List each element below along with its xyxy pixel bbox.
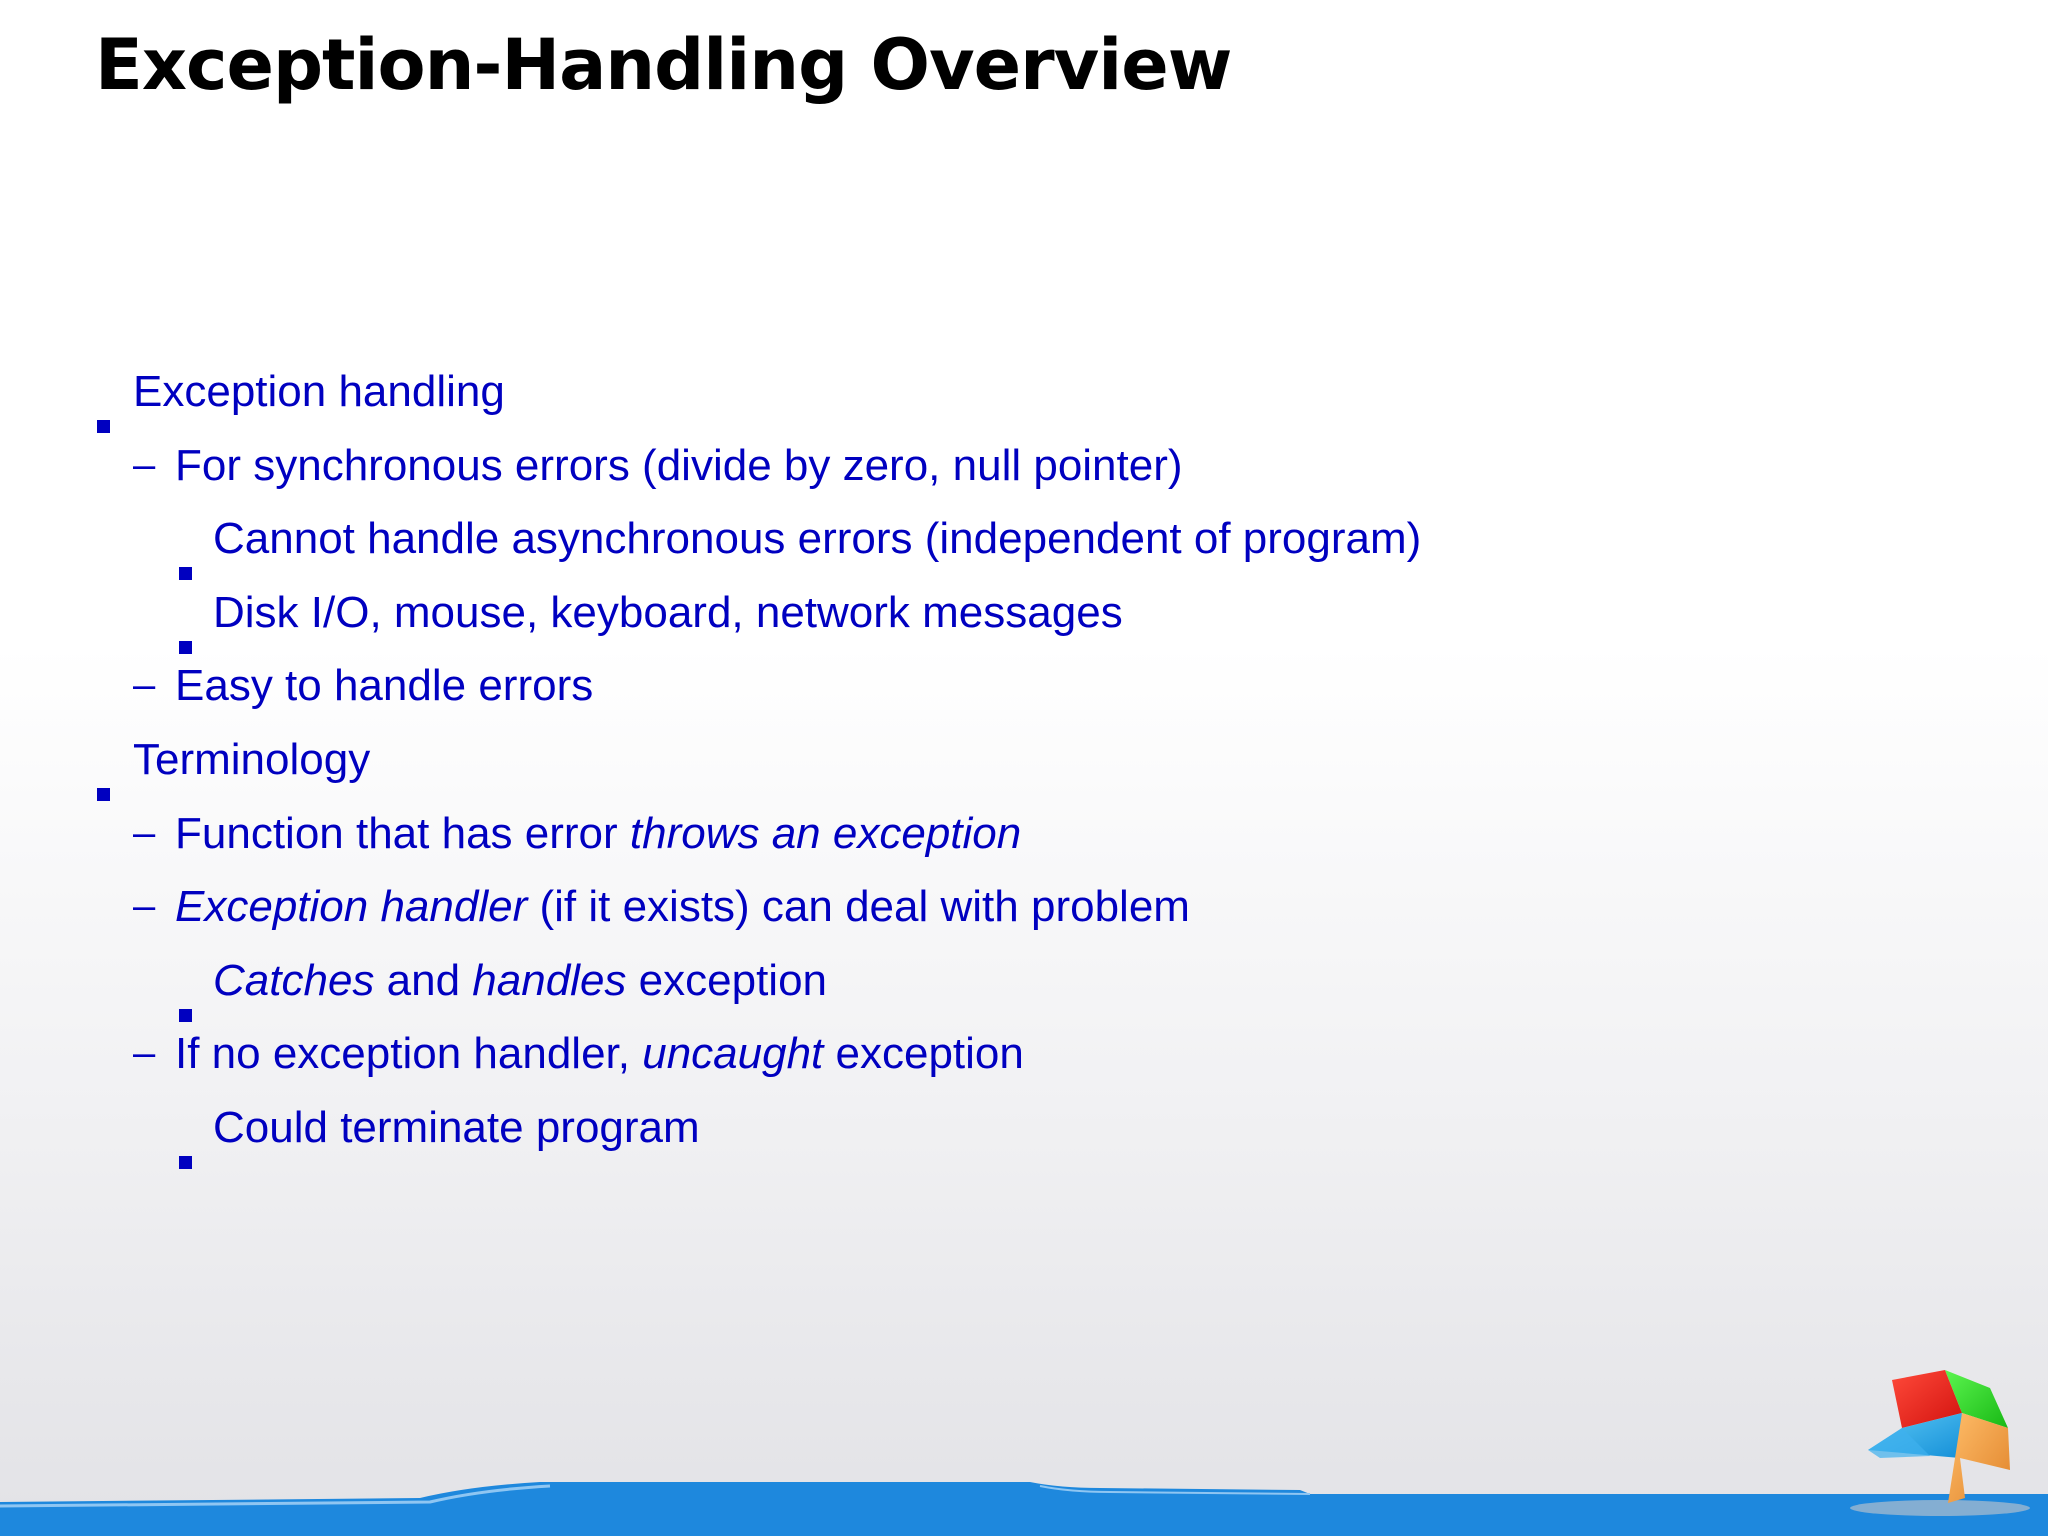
footer-wave-icon [0,1476,2048,1536]
bullet-text: exception [626,955,828,1005]
bullet-text: Could terminate program [213,1102,700,1152]
bullet-text: and [374,955,473,1005]
bullet-text: Cannot handle asynchronous errors (independent of program) [213,514,1422,564]
bullet-text: exception [823,1029,1024,1079]
bullet-text: Disk I/O, mouse, keyboard, network messages [213,587,1123,637]
bullet-level-1 [95,355,1421,429]
dash-bullet-icon: – [133,442,156,487]
bullet-level-1 [95,723,1421,797]
bullet-text: (if it exists) can deal with problem [527,882,1190,932]
bullet-text: Catches [213,955,375,1005]
dash-bullet-icon: – [133,884,156,929]
dash-bullet-icon: – [133,810,156,855]
bullet-level-3 [95,1091,1421,1165]
bullet-level-2 [95,649,1421,723]
bullet-list [95,355,1421,1165]
bullet-text: Easy to handle errors [175,661,594,711]
slide-title: Exception-Handling Overview [95,24,1232,106]
bullet-text: Terminology [133,734,371,784]
bullet-text: handles [472,955,627,1005]
bullet-text: If no exception handler, [175,1029,643,1079]
bullet-level-2 [95,429,1421,503]
bullet-text: uncaught [642,1029,824,1079]
bullet-text: throws an exception [629,808,1022,858]
bullet-level-2 [95,1017,1421,1091]
bullet-level-3 [95,502,1421,576]
bullet-level-2 [95,870,1421,944]
bullet-level-2 [95,797,1421,871]
bullet-text: Exception handling [133,367,505,416]
bullet-text: Function that has error [175,808,630,858]
dash-bullet-icon: – [133,663,156,708]
dash-bullet-icon: – [133,1031,156,1076]
bullet-level-3 [95,944,1421,1018]
bullet-text: For synchronous errors (divide by zero, null pointer) [175,440,1183,490]
bullet-level-3 [95,576,1421,650]
four-color-cube-logo-icon [1840,1358,2040,1518]
bullet-text: Exception handler [175,882,528,932]
square-bullet-icon [179,1118,192,1192]
